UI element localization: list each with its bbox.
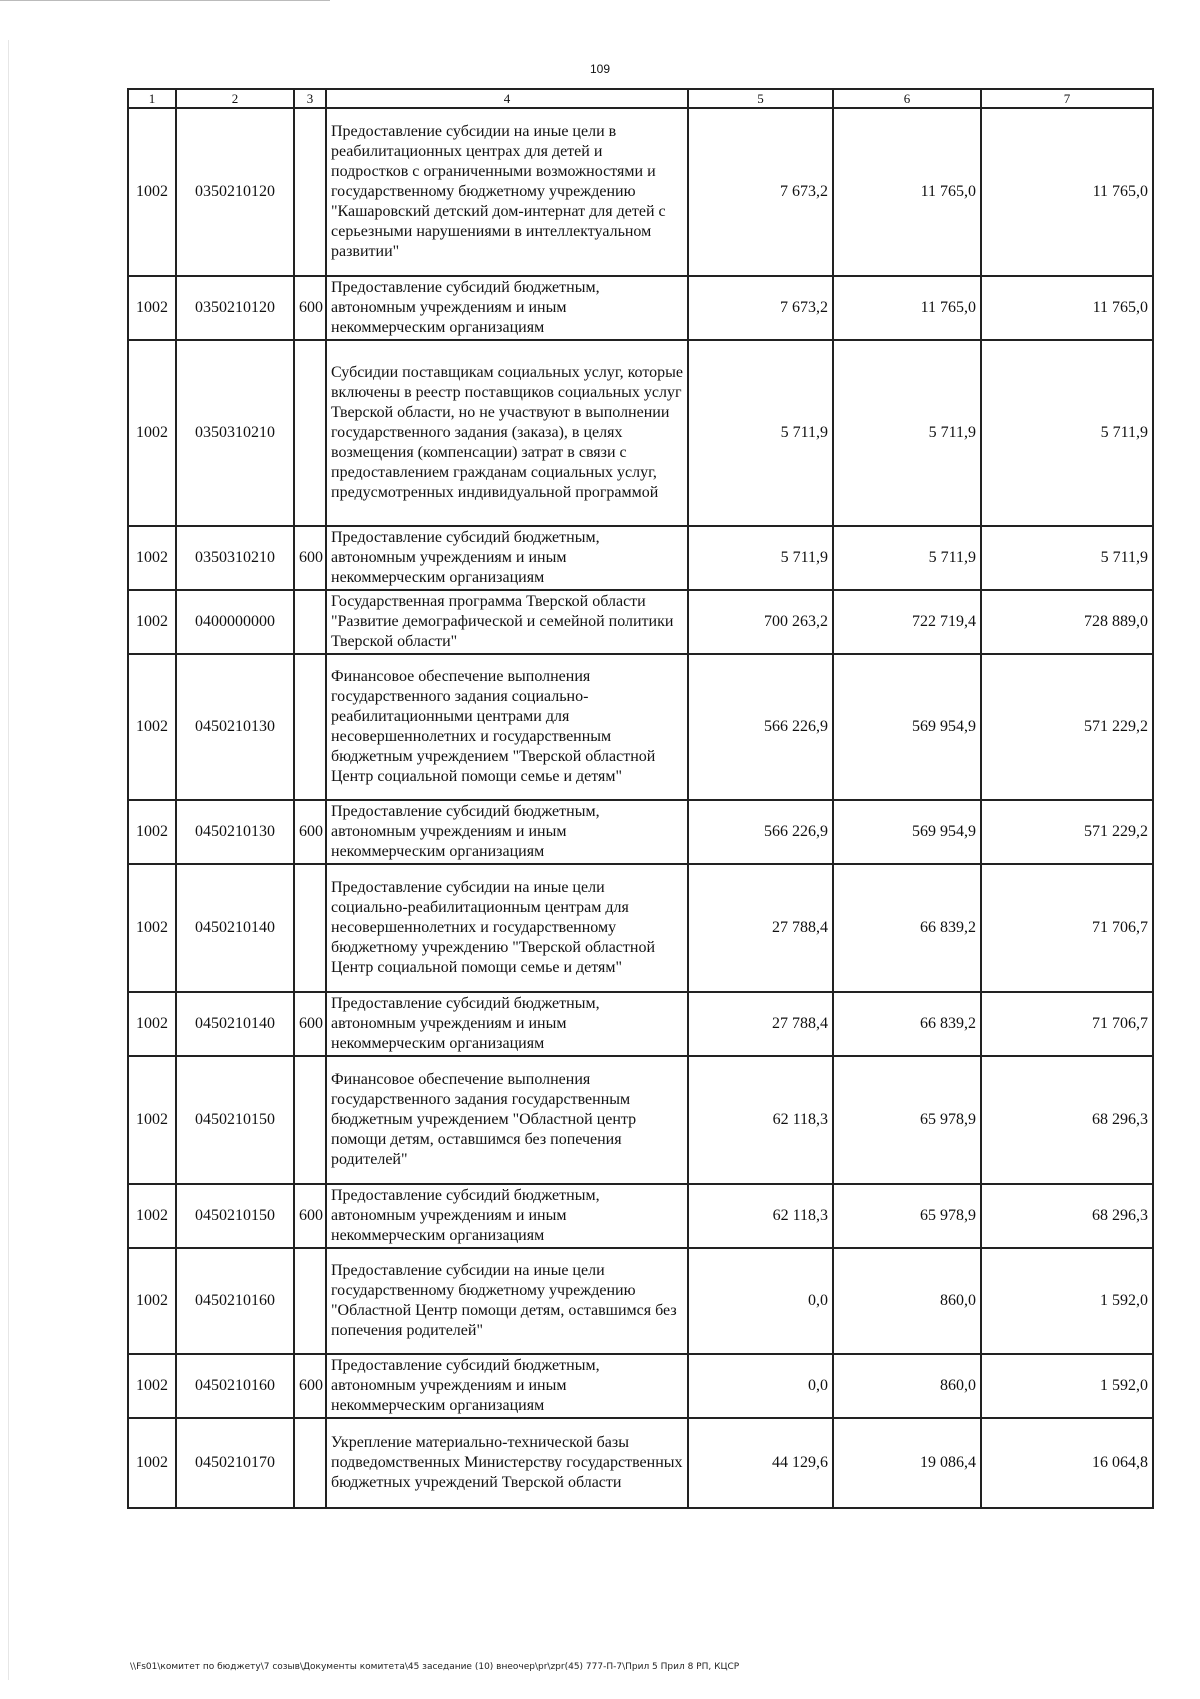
amount-year2-cell: 65 978,9 [833, 1056, 981, 1184]
target-code-cell: 0450210150 [176, 1056, 294, 1184]
expense-type-cell [294, 1056, 326, 1184]
section-cell: 1002 [128, 800, 176, 864]
expense-type-cell [294, 654, 326, 800]
table-row [128, 526, 1153, 590]
expense-type-cell: 600 [294, 1184, 326, 1248]
target-code-cell: 0450210150 [176, 1184, 294, 1248]
amount-year2-cell: 5 711,9 [833, 340, 981, 526]
table-row [128, 864, 1153, 992]
table-row [128, 590, 1153, 654]
section-cell: 1002 [128, 526, 176, 590]
amount-year1-cell: 5 711,9 [688, 340, 833, 526]
description-cell: Предоставление субсидии на иные цели в реабилитационных центрах для детей и подростков с ограниченными возможностями и государственному бюджетному учреждению "Кашаровский детский дом-интернат для детей с серьезными нарушениями в интеллектуальном развитии" [326, 108, 688, 276]
target-code-cell: 0350210120 [176, 276, 294, 340]
description-cell: Финансовое обеспечение выполнения государственного задания социально-реабилитационными центрами для несовершеннолетних и государственным бюджетным учреждением "Тверской областной Центр социальной помощи семье и детям" [326, 654, 688, 800]
amount-year1-cell: 700 263,2 [688, 590, 833, 654]
amount-year3-cell: 5 711,9 [981, 340, 1153, 526]
column-header: 5 [688, 89, 833, 108]
column-header: 7 [981, 89, 1153, 108]
section-cell: 1002 [128, 864, 176, 992]
section-cell: 1002 [128, 992, 176, 1056]
target-code-cell: 0350210120 [176, 108, 294, 276]
footer-file-path: \\Fs01\комитет по бюджету\7 созыв\Документы комитета\45 заседание (10) внеочер\pr\zpr(45) 777-П-7\Прил 5 Прил 8 РП, КЦСР [130, 1662, 740, 1672]
expense-type-cell [294, 108, 326, 276]
amount-year3-cell: 728 889,0 [981, 590, 1153, 654]
description-cell: Финансовое обеспечение выполнения государственного задания государственным бюджетным учреждением "Областной центр помощи детям, оставшимся без попечения родителей" [326, 1056, 688, 1184]
section-cell: 1002 [128, 1184, 176, 1248]
table-row [128, 1354, 1153, 1418]
column-header: 4 [326, 89, 688, 108]
amount-year3-cell: 68 296,3 [981, 1184, 1153, 1248]
expense-type-cell: 600 [294, 992, 326, 1056]
target-code-cell: 0350310210 [176, 526, 294, 590]
amount-year2-cell: 11 765,0 [833, 276, 981, 340]
table-row [128, 276, 1153, 340]
target-code-cell: 0450210160 [176, 1248, 294, 1354]
table-row [128, 1248, 1153, 1354]
expense-type-cell [294, 864, 326, 992]
table-row [128, 800, 1153, 864]
table-row [128, 108, 1153, 276]
amount-year2-cell: 66 839,2 [833, 992, 981, 1056]
section-cell: 1002 [128, 1354, 176, 1418]
description-cell: Предоставление субсидий бюджетным, автономным учреждениям и иным некоммерческим организациям [326, 276, 688, 340]
target-code-cell: 0450210130 [176, 800, 294, 864]
table-row [128, 654, 1153, 800]
amount-year1-cell: 0,0 [688, 1354, 833, 1418]
table-row [128, 1184, 1153, 1248]
expense-type-cell [294, 590, 326, 654]
section-cell: 1002 [128, 276, 176, 340]
amount-year2-cell: 5 711,9 [833, 526, 981, 590]
amount-year2-cell: 569 954,9 [833, 654, 981, 800]
amount-year1-cell: 62 118,3 [688, 1184, 833, 1248]
amount-year1-cell: 566 226,9 [688, 654, 833, 800]
target-code-cell: 0400000000 [176, 590, 294, 654]
section-cell: 1002 [128, 590, 176, 654]
column-header: 1 [128, 89, 176, 108]
scan-edge-line [0, 0, 330, 1]
amount-year3-cell: 5 711,9 [981, 526, 1153, 590]
amount-year3-cell: 11 765,0 [981, 108, 1153, 276]
description-cell: Предоставление субсидии на иные цели государственному бюджетному учреждению "Областной Центр помощи детям, оставшимся без попечения родителей" [326, 1248, 688, 1354]
amount-year3-cell: 571 229,2 [981, 800, 1153, 864]
table-row [128, 1418, 1153, 1508]
expense-type-cell: 600 [294, 276, 326, 340]
amount-year3-cell: 71 706,7 [981, 992, 1153, 1056]
description-cell: Предоставление субсидий бюджетным, автономным учреждениям и иным некоммерческим организациям [326, 526, 688, 590]
section-cell: 1002 [128, 108, 176, 276]
amount-year1-cell: 44 129,6 [688, 1418, 833, 1508]
table-row [128, 992, 1153, 1056]
description-cell: Государственная программа Тверской области "Развитие демографической и семейной политики Тверской области" [326, 590, 688, 654]
amount-year1-cell: 27 788,4 [688, 864, 833, 992]
description-cell: Субсидии поставщикам социальных услуг, которые включены в реестр поставщиков социальных услуг Тверской области, но не участвуют в выполнении государственного задания (заказа), в целях возмещения (компенсации) затрат в связи с предоставлением гражданам социальных услуг, предусмотренных индивидуальной программой [326, 340, 688, 526]
section-cell: 1002 [128, 1056, 176, 1184]
amount-year3-cell: 68 296,3 [981, 1056, 1153, 1184]
amount-year3-cell: 71 706,7 [981, 864, 1153, 992]
column-header: 2 [176, 89, 294, 108]
amount-year1-cell: 27 788,4 [688, 992, 833, 1056]
section-cell: 1002 [128, 1418, 176, 1508]
description-cell: Укрепление материально-технической базы подведомственных Министерству государственных бюджетных учреждений Тверской области [326, 1418, 688, 1508]
table-row [128, 1056, 1153, 1184]
amount-year2-cell: 66 839,2 [833, 864, 981, 992]
description-cell: Предоставление субсидий бюджетным, автономным учреждениям и иным некоммерческим организациям [326, 1184, 688, 1248]
amount-year2-cell: 722 719,4 [833, 590, 981, 654]
amount-year1-cell: 5 711,9 [688, 526, 833, 590]
expense-type-cell [294, 1248, 326, 1354]
amount-year3-cell: 11 765,0 [981, 276, 1153, 340]
expense-type-cell [294, 340, 326, 526]
target-code-cell: 0450210170 [176, 1418, 294, 1508]
amount-year1-cell: 0,0 [688, 1248, 833, 1354]
amount-year1-cell: 7 673,2 [688, 108, 833, 276]
column-header: 6 [833, 89, 981, 108]
amount-year2-cell: 569 954,9 [833, 800, 981, 864]
amount-year2-cell: 11 765,0 [833, 108, 981, 276]
column-header: 3 [294, 89, 326, 108]
section-cell: 1002 [128, 654, 176, 800]
page-number: 109 [589, 62, 611, 76]
amount-year1-cell: 7 673,2 [688, 276, 833, 340]
description-cell: Предоставление субсидий бюджетным, автономным учреждениям и иным некоммерческим организациям [326, 992, 688, 1056]
description-cell: Предоставление субсидии на иные цели социально-реабилитационным центрам для несовершеннолетних и государственному бюджетному учреждению "Тверской областной Центр социальной помощи семье и детям" [326, 864, 688, 992]
expense-type-cell: 600 [294, 800, 326, 864]
table-header-row [128, 89, 1153, 108]
budget-table [127, 88, 1154, 1509]
amount-year3-cell: 571 229,2 [981, 654, 1153, 800]
section-cell: 1002 [128, 340, 176, 526]
amount-year3-cell: 1 592,0 [981, 1354, 1153, 1418]
target-code-cell: 0350310210 [176, 340, 294, 526]
section-cell: 1002 [128, 1248, 176, 1354]
target-code-cell: 0450210140 [176, 864, 294, 992]
target-code-cell: 0450210130 [176, 654, 294, 800]
amount-year3-cell: 16 064,8 [981, 1418, 1153, 1508]
amount-year1-cell: 62 118,3 [688, 1056, 833, 1184]
table-body [128, 108, 1153, 1508]
expense-type-cell: 600 [294, 1354, 326, 1418]
table-row [128, 340, 1153, 526]
amount-year2-cell: 860,0 [833, 1248, 981, 1354]
amount-year2-cell: 860,0 [833, 1354, 981, 1418]
amount-year3-cell: 1 592,0 [981, 1248, 1153, 1354]
amount-year2-cell: 65 978,9 [833, 1184, 981, 1248]
target-code-cell: 0450210160 [176, 1354, 294, 1418]
target-code-cell: 0450210140 [176, 992, 294, 1056]
scan-edge-margin [8, 40, 9, 1680]
description-cell: Предоставление субсидий бюджетным, автономным учреждениям и иным некоммерческим организациям [326, 800, 688, 864]
description-cell: Предоставление субсидий бюджетным, автономным учреждениям и иным некоммерческим организациям [326, 1354, 688, 1418]
expense-type-cell [294, 1418, 326, 1508]
amount-year1-cell: 566 226,9 [688, 800, 833, 864]
expense-type-cell: 600 [294, 526, 326, 590]
amount-year2-cell: 19 086,4 [833, 1418, 981, 1508]
